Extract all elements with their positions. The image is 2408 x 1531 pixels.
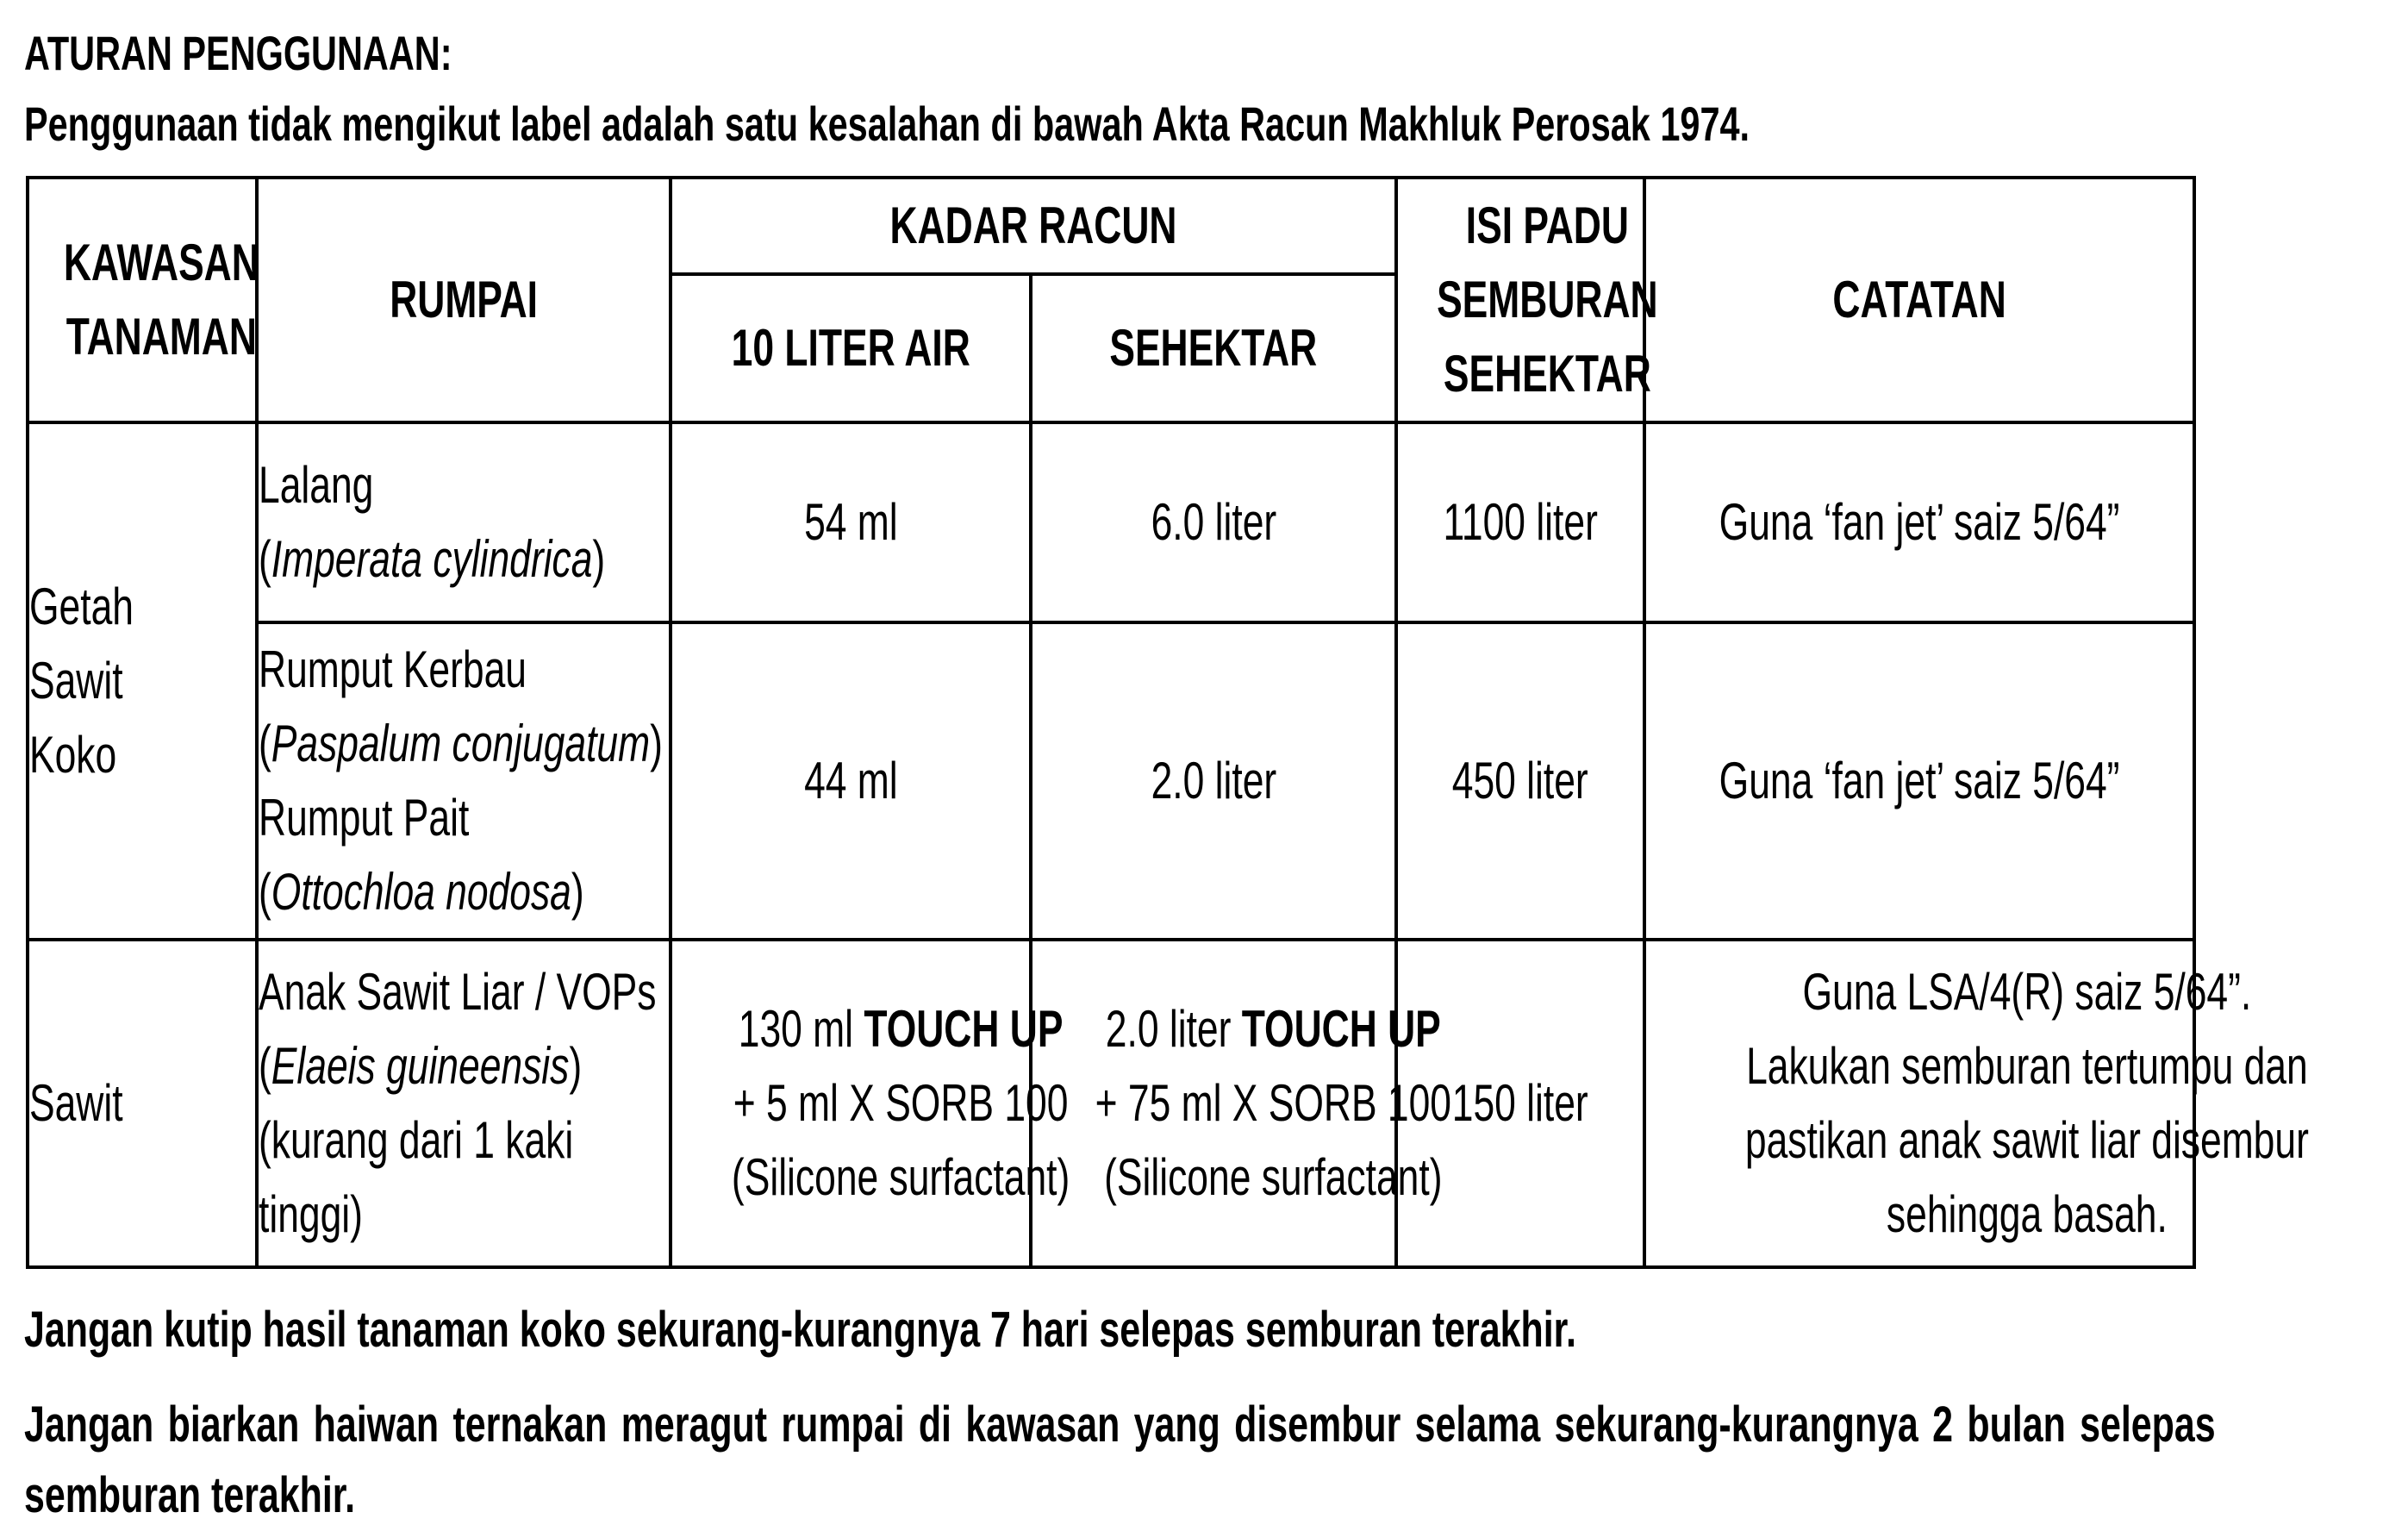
spray-volume: 450 liter bbox=[1396, 622, 1644, 940]
table-row bbox=[28, 940, 2194, 1267]
table-row bbox=[28, 422, 2194, 622]
spray-volume: 150 liter bbox=[1396, 940, 1644, 1267]
area-sawit: Sawit bbox=[28, 940, 257, 1267]
dosage-table bbox=[26, 176, 2309, 1269]
rate-per-10l: 54 ml bbox=[671, 422, 1031, 622]
header-kawasan-tanaman: KAWASAN TANAMAN bbox=[28, 178, 257, 422]
spray-volume: 1100 liter bbox=[1396, 422, 1644, 622]
header-10-liter-air: 10 LITER AIR bbox=[671, 274, 1031, 422]
header-catatan: CATATAN bbox=[1644, 178, 2194, 422]
weed-anak-sawit-liar: Anak Sawit Liar / VOPs (Elaeis guineensis) (kurang dari 1 kaki tinggi) bbox=[257, 940, 671, 1267]
note: Guna ‘fan jet’ saiz 5/64” bbox=[1644, 422, 2194, 622]
note: Guna ‘fan jet’ saiz 5/64” bbox=[1644, 622, 2194, 940]
header-rumpai: RUMPAI bbox=[257, 178, 671, 422]
weed-rumput-kerbau-pait: Rumput Kerbau (Paspalum conjugatum) Rumput Pait (Ottochloa nodosa) bbox=[257, 622, 671, 940]
header-kadar-racun: KADAR RACUN bbox=[671, 178, 1396, 274]
weed-lalang: Lalang (Imperata cylindrica) bbox=[257, 422, 671, 622]
rate-per-10l: 130 ml TOUCH UP + 5 ml X SORB 100 (Silicone surfactant) bbox=[671, 940, 1031, 1267]
header-isi-padu: ISI PADU SEMBURAN SEHEKTAR bbox=[1396, 178, 1644, 422]
livestock-note: Jangan biarkan haiwan ternakan meragut rumpai di kawasan yang disembur selama sekurang-kurangnya 2 bulan selepas semburan terakhir. bbox=[24, 1397, 2216, 1523]
area-getah-sawit-koko: Getah Sawit Koko bbox=[28, 422, 257, 940]
header-sehektar: SEHEKTAR bbox=[1031, 274, 1396, 422]
harvest-note: Jangan kutip hasil tanaman koko sekurang-kurangnya 7 hari selepas semburan terakhir. bbox=[24, 1302, 1576, 1358]
table-row bbox=[28, 622, 2194, 940]
note: Guna LSA/4(R) saiz 5/64”. Lakukan semburan tertumpu dan pastikan anak sawit liar disembur sehingga basah. bbox=[1644, 940, 2194, 1267]
usage-warning: Penggunaan tidak mengikut label adalah satu kesalahan di bawah Akta Racun Makhluk Perosak 1974. bbox=[24, 97, 1750, 151]
table-header-row bbox=[28, 178, 2194, 274]
rate-per-hectare: 6.0 liter bbox=[1031, 422, 1396, 622]
rate-per-hectare: 2.0 liter bbox=[1031, 622, 1396, 940]
rate-per-hectare: 2.0 liter TOUCH UP + 75 ml X SORB 100 (Silicone surfactant) bbox=[1031, 940, 1396, 1267]
rate-per-10l: 44 ml bbox=[671, 622, 1031, 940]
usage-heading: ATURAN PENGGUNAAN: bbox=[24, 26, 452, 80]
